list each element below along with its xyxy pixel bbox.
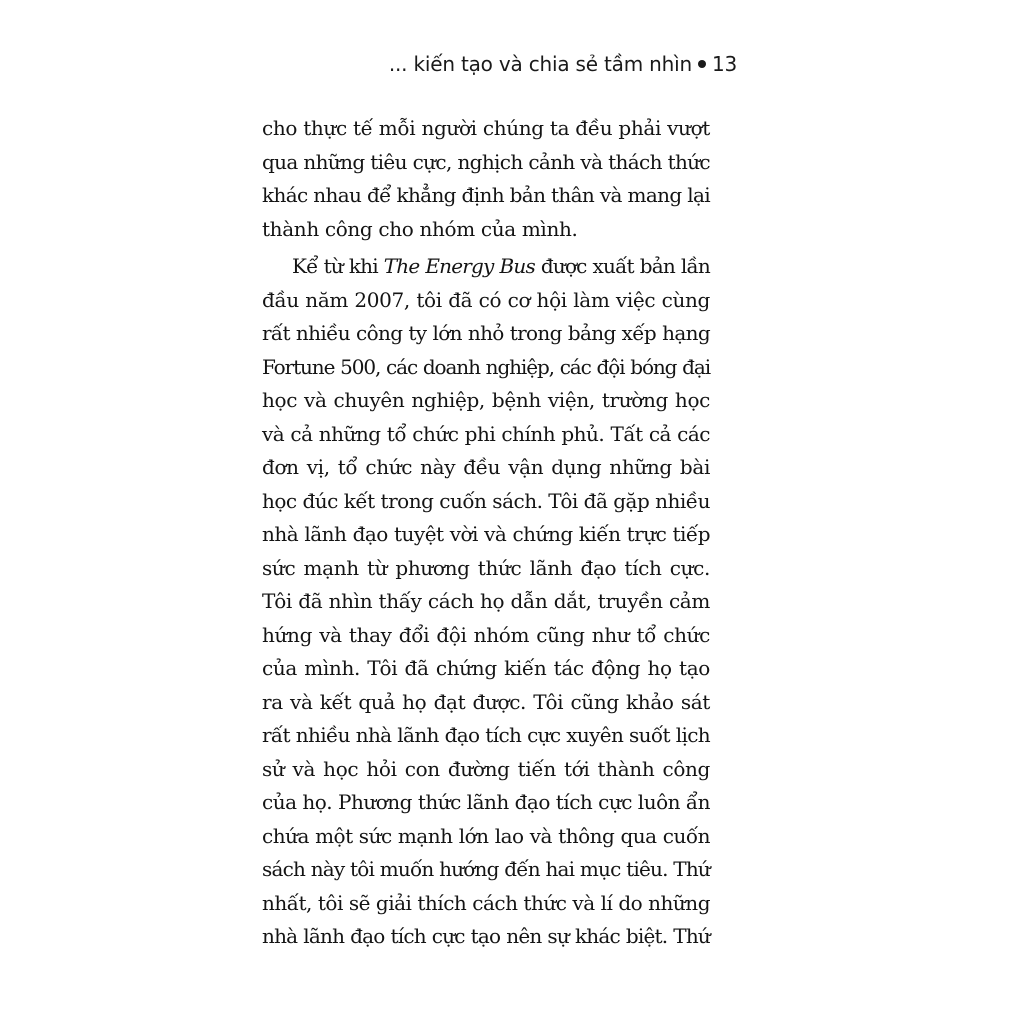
text-segment: được xuất bản lần: [534, 254, 710, 278]
text-line: cho thực tế mỗi người chúng ta đều phải vượt: [262, 116, 710, 140]
text-line: thành công cho nhóm của mình.: [262, 216, 578, 241]
text-line: nhà lãnh đạo tích cực tạo nên sự khác biệt. Thứ: [262, 924, 710, 948]
text-line: học đúc kết trong cuốn sách. Tôi đã gặp nhiều: [262, 488, 710, 513]
page-number: 13: [711, 52, 737, 76]
text-line: của mình. Tôi đã chứng kiến tác động họ tạo: [262, 656, 710, 680]
text-line: đầu năm 2007, tôi đã có cơ hội làm việc cùng: [262, 287, 710, 312]
text-line: qua những tiêu cực, nghịch cảnh và thách thức: [262, 149, 710, 174]
text-line: nhất, tôi sẽ giải thích cách thức và lí do những: [262, 890, 710, 915]
text-line: Tôi đã nhìn thấy cách họ dẫn dắt, truyền cảm: [262, 589, 710, 613]
text-line: sức mạnh từ phương thức lãnh đạo tích cực.: [262, 555, 710, 580]
text-line: học và chuyên nghiệp, bệnh viện, trường học: [262, 388, 710, 412]
text-line: chứa một sức mạnh lớn lao và thông qua cuốn: [262, 823, 710, 848]
bullet-separator-icon: [698, 60, 706, 68]
text-line: khác nhau để khẳng định bản thân và mang lại: [262, 183, 710, 207]
body-text: [262, 112, 710, 954]
text-line: và cả những tổ chức phi chính phủ. Tất cả các: [262, 421, 710, 446]
text-line: sách này tôi muốn hướng đến hai mục tiêu. Thứ: [262, 857, 710, 881]
running-head: [300, 52, 737, 76]
text-segment: Kể từ khi: [292, 254, 384, 278]
paragraph-2: [262, 250, 710, 954]
text-line: nhà lãnh đạo tuyệt vời và chứng kiến trực tiếp: [262, 522, 710, 546]
running-head-title: ... kiến tạo và chia sẻ tầm nhìn: [388, 52, 692, 76]
text-line: đơn vị, tổ chức này đều vận dụng những bài: [262, 455, 710, 479]
text-line: sử và học hỏi con đường tiến tới thành công: [262, 756, 710, 781]
text-line: của họ. Phương thức lãnh đạo tích cực luôn ẩn: [262, 790, 710, 814]
text-line-first: [262, 250, 710, 284]
paragraph-1: [262, 112, 710, 246]
text-line: Fortune 500, các doanh nghiệp, các đội bóng đại: [262, 354, 710, 379]
text-line: hứng và thay đổi đội nhóm cũng như tổ chức: [262, 622, 710, 647]
text-line: ra và kết quả họ đạt được. Tôi cũng khảo sát: [262, 689, 710, 714]
text-line: rất nhiều nhà lãnh đạo tích cực xuyên suốt lịch: [262, 723, 710, 747]
book-title: The Energy Bus: [383, 254, 535, 278]
text-line: rất nhiều công ty lớn nhỏ trong bảng xếp hạng: [262, 321, 710, 345]
